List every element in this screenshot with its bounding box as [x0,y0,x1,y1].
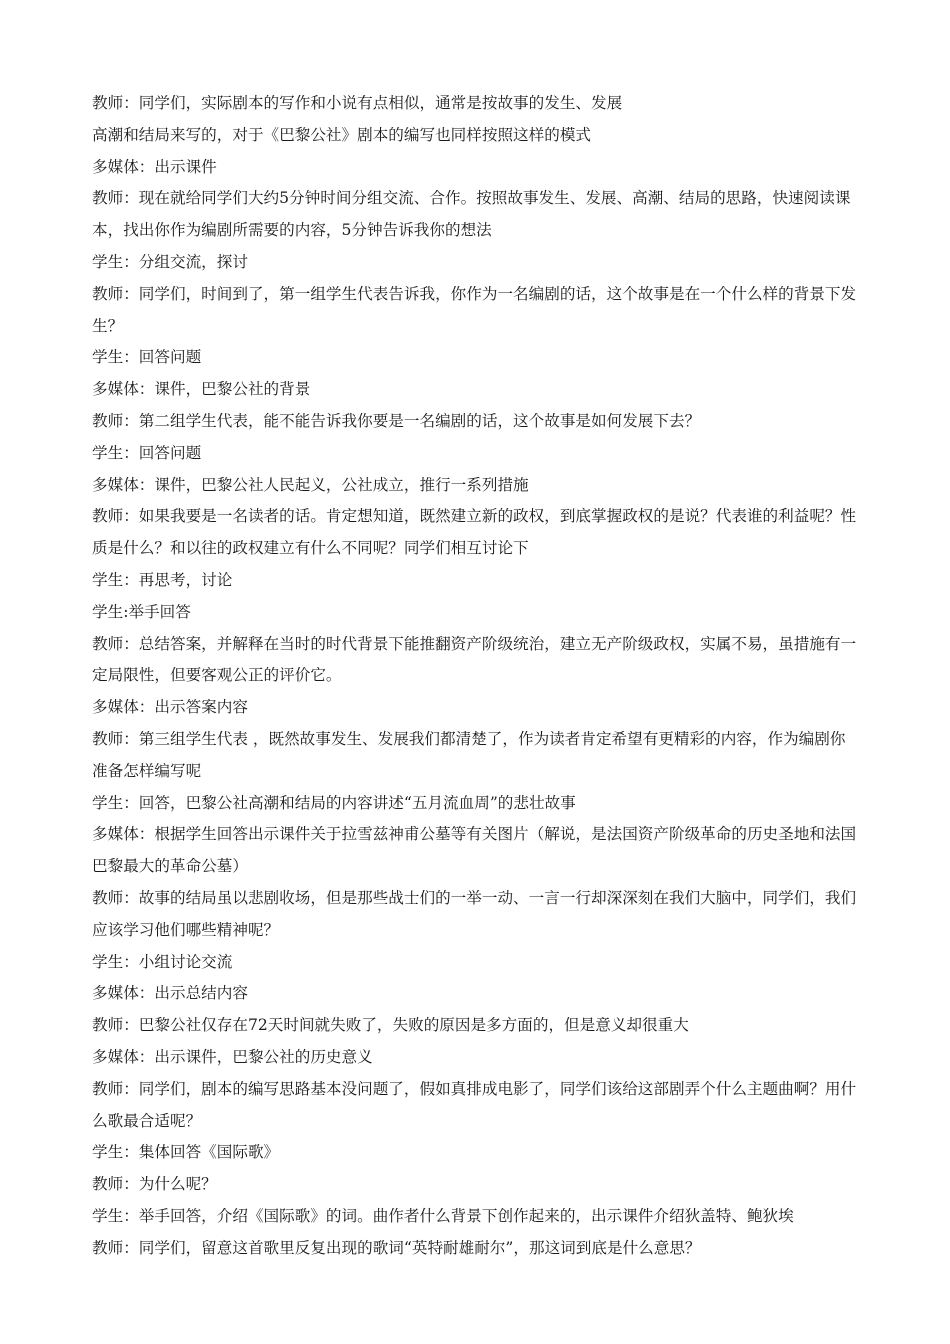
paragraph: 学生：再思考，讨论 [92,570,233,589]
paragraph: 教师：如果我要是一名读者的话。肯定想知道，既然建立新的政权，到底掌握政权的是说？代表谁的利益呢？性质是什么？和以往的政权建立有什么不同呢？同学们相互讨论下 [92,507,857,558]
paragraph: 教师：为什么呢？ [92,1175,217,1194]
paragraph: 高潮和结局来写的，对于《巴黎公社》剧本的编写也同样按照这样的模式 [92,125,592,144]
paragraph: 教师：同学们，实际剧本的写作和小说有点相似，通常是按故事的发生、发展 [92,94,623,112]
paragraph: 教师：第三组学生代表 ，既然故事发生、发展我们都清楚了，作为读者肯定希望有更精彩的内容，作为编剧你准备怎样编写呢 [92,729,846,780]
paragraph: 学生：回答，巴黎公社高潮和结局的内容讲述“五月流血周”的悲壮故事 [92,793,576,812]
paragraph: 教师：巴黎公社仅存在72天时间就失败了，失败的原因是多方面的，但是意义却很重大 [92,1016,689,1035]
paragraph: 多媒体：出示总结内容 [92,984,248,1003]
paragraph: 多媒体：出示课件 [92,157,217,176]
paragraph: 多媒体：出示答案内容 [92,698,248,717]
paragraph: 多媒体：出示课件，巴黎公社的历史意义 [92,1047,373,1066]
paragraph: 学生：小组讨论交流 [92,952,233,971]
paragraph: 学生：回答问题 [92,443,202,462]
paragraph: 多媒体：根据学生回答出示课件关于拉雪兹神甫公墓等有关图片（解说，是法国资产阶级革命的历史圣地和法国巴黎最大的革命公墓） [92,825,857,876]
paragraph: 教师：同学们，剧本的编写思路基本没问题了，假如真排成电影了，同学们该给这部剧弄个什么主题曲啊？用什么歌最合适呢？ [92,1079,857,1130]
paragraph: 学生：举手回答，介绍《国际歌》的词。曲作者什么背景下创作起来的，出示课件介绍狄盖特、鲍狄埃 [92,1206,794,1225]
paragraph: 教师：第二组学生代表，能不能告诉我你要是一名编剧的话，这个故事是如何发展下去？ [92,411,701,430]
paragraph: 教师：现在就给同学们大约5分钟时间分组交流、合作。按照故事发生、发展、高潮、结局的思路，快速阅读课本，找出你作为编剧所需要的内容，5分钟告诉我你的想法 [92,189,851,240]
paragraph: 教师：同学们，时间到了，第一组学生代表告诉我，你作为一名编剧的话，这个故事是在一个什么样的背景下发生？ [92,284,857,335]
paragraph: 教师：同学们，留意这首歌里反复出现的歌词“英特耐雄耐尔”，那这词到底是什么意思？ [92,1238,701,1257]
paragraph: 教师：故事的结局虽以悲剧收场，但是那些战士们的一举一动、一言一行却深深刻在我们大脑中，同学们，我们应该学习他们哪些精神呢？ [92,888,857,939]
paragraph: 学生:举手回答 [92,602,191,621]
paragraph: 学生：集体回答《国际歌》 [92,1143,280,1162]
paragraph: 多媒体：课件，巴黎公社人民起义，公社成立，推行一系列措施 [92,475,529,494]
paragraph: 多媒体：课件，巴黎公社的背景 [92,380,311,399]
paragraph: 教师：总结答案，并解释在当时的时代背景下能推翻资产阶级统治，建立无产阶级政权，实属不易，虽措施有一定局限性，但要客观公正的评价它。 [92,634,857,685]
document-page [92,88,860,1264]
paragraph: 学生：回答问题 [92,348,202,367]
paragraph: 学生：分组交流，探讨 [92,252,248,271]
